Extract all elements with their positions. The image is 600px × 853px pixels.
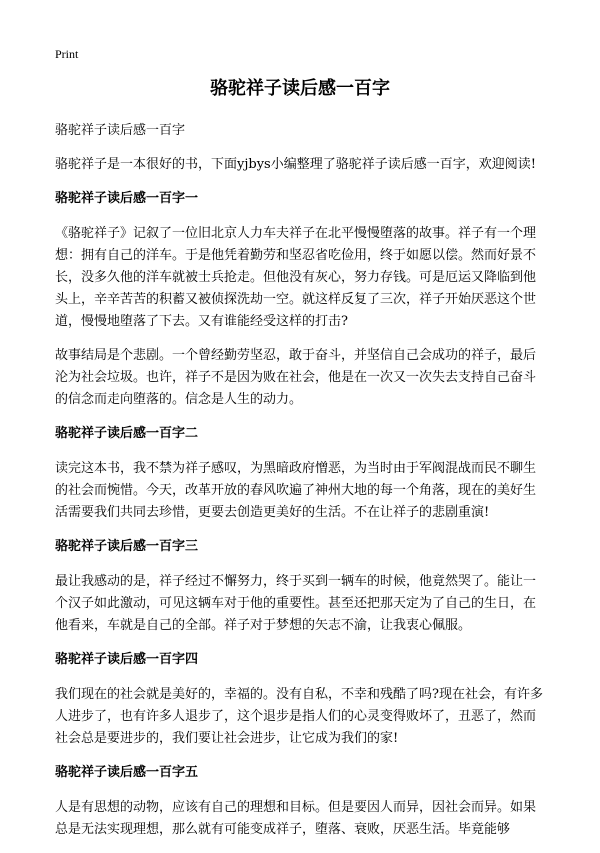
paragraph: 读完这本书，我不禁为祥子感叹，为黑暗政府憎恶，为当时由于军阀混战而民不聊生的社会而惋惜。今天，改革开放的春风吹遍了神州大地的每一个角落，现在的美好生活需要我们共同去珍惜，更要去创造更美好的生活。不在让祥子的悲剧重演!	[55, 461, 537, 520]
section-heading: 骆驼祥子读后感一百字三	[55, 539, 199, 554]
section-4	[55, 649, 545, 750]
section-3	[55, 536, 545, 637]
document	[55, 76, 545, 853]
section-5	[55, 762, 545, 841]
paragraph: 故事结局是个悲剧。一个曾经勤劳坚忍，敢于奋斗，并坚信自己会成功的祥子，最后沦为社会垃圾。也许，祥子不是因为败在社会，他是在一次又一次失去支持自己奋斗的信念而走向堕落的。信念是人生的动力。	[55, 348, 537, 407]
paragraph: 最让我感动的是，祥子经过不懈努力，终于买到一辆车的时候，他竟然哭了。能让一个汉子如此激动，可见这辆车对于他的重要性。甚至还把那天定为了自己的生日，在他看来，车就是自己的全部。祥子对于梦想的矢志不渝，让我衷心佩服。	[55, 574, 537, 633]
section-heading: 骆驼祥子读后感一百字二	[55, 426, 199, 441]
paragraph: 我们现在的社会就是美好的，幸福的。没有自私，不幸和残酷了吗?现在社会，有许多人进步了，也有许多人退步了，这个退步是指人们的心灵变得败坏了，丑恶了，然而社会总是要进步的，我们要让社会进步，让它成为我们的家!	[55, 687, 543, 746]
document-title: 骆驼祥子读后感一百字	[210, 78, 390, 99]
section-heading: 骆驼祥子读后感一百字四	[55, 652, 199, 667]
section-heading: 骆驼祥子读后感一百字五	[55, 765, 199, 780]
intro-paragraph: 骆驼祥子是一本很好的书，下面yjbys小编整理了骆驼祥子读后感一百字，欢迎阅读!	[55, 157, 536, 172]
document-subtitle: 骆驼祥子读后感一百字	[55, 123, 186, 138]
paragraph: 人是有思想的动物，应该有自己的理想和目标。但是要因人而异，因社会而异。如果总是无法实现理想，那么就有可能变成祥子，堕落、衰败，厌恶生活。毕竟能够	[55, 800, 537, 837]
paragraph: 《骆驼祥子》记叙了一位旧北京人力车夫祥子在北平慢慢堕落的故事。祥子有一个理想：拥有自己的洋车。于是他凭着勤劳和坚忍省吃俭用，终于如愿以偿。然而好景不长，没多久他的洋车就被士兵抢走。但他没有灰心，努力存钱。可是厄运又降临到他头上，辛辛苦苦的积蓄又被侦探洗劫一空。就这样反复了三次，祥子开始厌恶这个世道，慢慢地堕落了下去。又有谁能经受这样的打击?	[55, 226, 537, 329]
print-link[interactable]: Print	[55, 47, 79, 61]
section-2	[55, 423, 545, 524]
section-heading: 骆驼祥子读后感一百字一	[55, 191, 199, 206]
section-1	[55, 188, 545, 411]
